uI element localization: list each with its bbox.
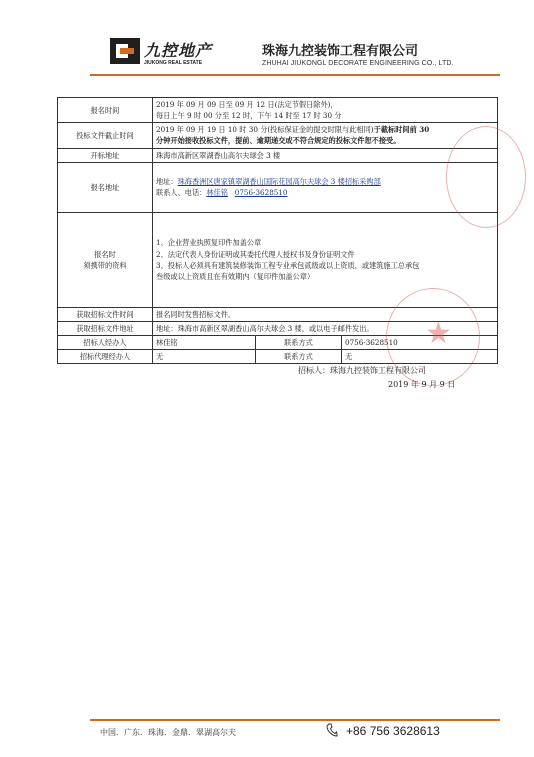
document-time-label: 获取招标文件时间 — [58, 307, 153, 321]
header-divider — [90, 74, 500, 76]
document-address-label: 获取招标文件地址 — [58, 321, 153, 335]
phone-icon — [326, 723, 338, 739]
document-address-value: 地址：珠海市高新区翠湖香山高尔夫球会 3 楼，或以电子邮件发出。 — [153, 321, 498, 335]
signature-org: 招标人：珠海九控装饰工程有限公司 — [298, 366, 426, 375]
logo-mark-icon — [110, 38, 140, 64]
table-row — [58, 148, 498, 162]
agent-handler-label: 招标代理经办人 — [58, 350, 153, 364]
required-documents-value: 1、企业营业执照复印件加盖公章 2、法定代表人身份证明或其委托代理人授权书及身份证明文件 3、投标人必须具有建筑装修装饰工程专业承包贰级或以上资质，或建筑施工总承包 叁级或以上资质且在有效期内（复印件加盖公章） — [153, 212, 498, 307]
seal-star-icon: ★ — [425, 316, 452, 351]
tenderer-handler-value: 林佳铭 — [153, 336, 256, 350]
company-name-cn: 珠海九控装饰工程有限公司 — [262, 44, 419, 59]
agent-contact-label: 联系方式 — [256, 350, 342, 364]
bid-opening-address-label: 开标地址 — [58, 148, 153, 162]
table-row — [58, 98, 498, 123]
logo — [110, 38, 230, 74]
bid-deadline-value: 2019 年 09 月 19 日 10 时 30 分(投标保证金的提交时限与此相同)于截标时间前 30 分钟开始接收投标文件，提前、逾期递交或不符合规定的投标文件恕不接受。 — [153, 123, 498, 148]
tenderer-contact-label: 联系方式 — [256, 336, 342, 350]
company-seal-top — [446, 126, 526, 228]
registration-address-link[interactable]: 珠海香洲区唐家镇翠湖香山国际花园高尔夫球会 3 楼招标采购部 — [177, 177, 381, 187]
registration-address-value: 地址：珠海香洲区唐家镇翠湖香山国际花园高尔夫球会 3 楼招标采购部 联系人、电话：林佳铭 0756-3628510 — [153, 162, 498, 212]
contact-phone-link[interactable]: 0756-3628510 — [234, 188, 288, 198]
agent-handler-value: 无 — [153, 350, 256, 364]
tenderer-contact-value: 0756-3628510 — [342, 336, 498, 350]
table-row — [58, 162, 498, 212]
required-documents-label: 报名时 须携带的资料 — [58, 212, 153, 307]
agent-contact-value: 无 — [342, 350, 498, 364]
footer-divider — [90, 719, 500, 721]
registration-address-label: 报名地址 — [58, 162, 153, 212]
document-time-value: 报名同时发售招标文件。 — [153, 307, 498, 321]
bid-deadline-label: 投标文件截止时间 — [58, 123, 153, 148]
registration-time-label: 报名时间 — [58, 98, 153, 123]
table-row — [58, 123, 498, 148]
company-name-en: ZHUHAI JIUKONGL DECORATE ENGINEERING CO., LTD. — [262, 60, 454, 67]
logo-english: JIUKONG REAL ESTATE — [144, 60, 203, 66]
logo-chinese: 九控地产 — [144, 41, 213, 60]
footer-location: 中国．广东．珠海．金鼎．翠湖高尔夫 — [100, 728, 236, 737]
signature-date: 2019 年 9 月 9 日 — [388, 380, 456, 389]
tenderer-handler-label: 招标人经办人 — [58, 336, 153, 350]
footer-phone: +86 756 3628613 — [346, 724, 440, 738]
bid-opening-address-value: 珠海市高新区翠湖香山高尔夫球会 3 楼 — [153, 148, 498, 162]
registration-time-value: 2019 年 09 月 09 日至 09 月 12 日(法定节假日除外)， 每日上午 9 时 00 分至 12 时，下午 14 时至 17 时 30 分 — [153, 98, 498, 123]
contact-name-link[interactable]: 林佳铭 — [206, 188, 228, 198]
